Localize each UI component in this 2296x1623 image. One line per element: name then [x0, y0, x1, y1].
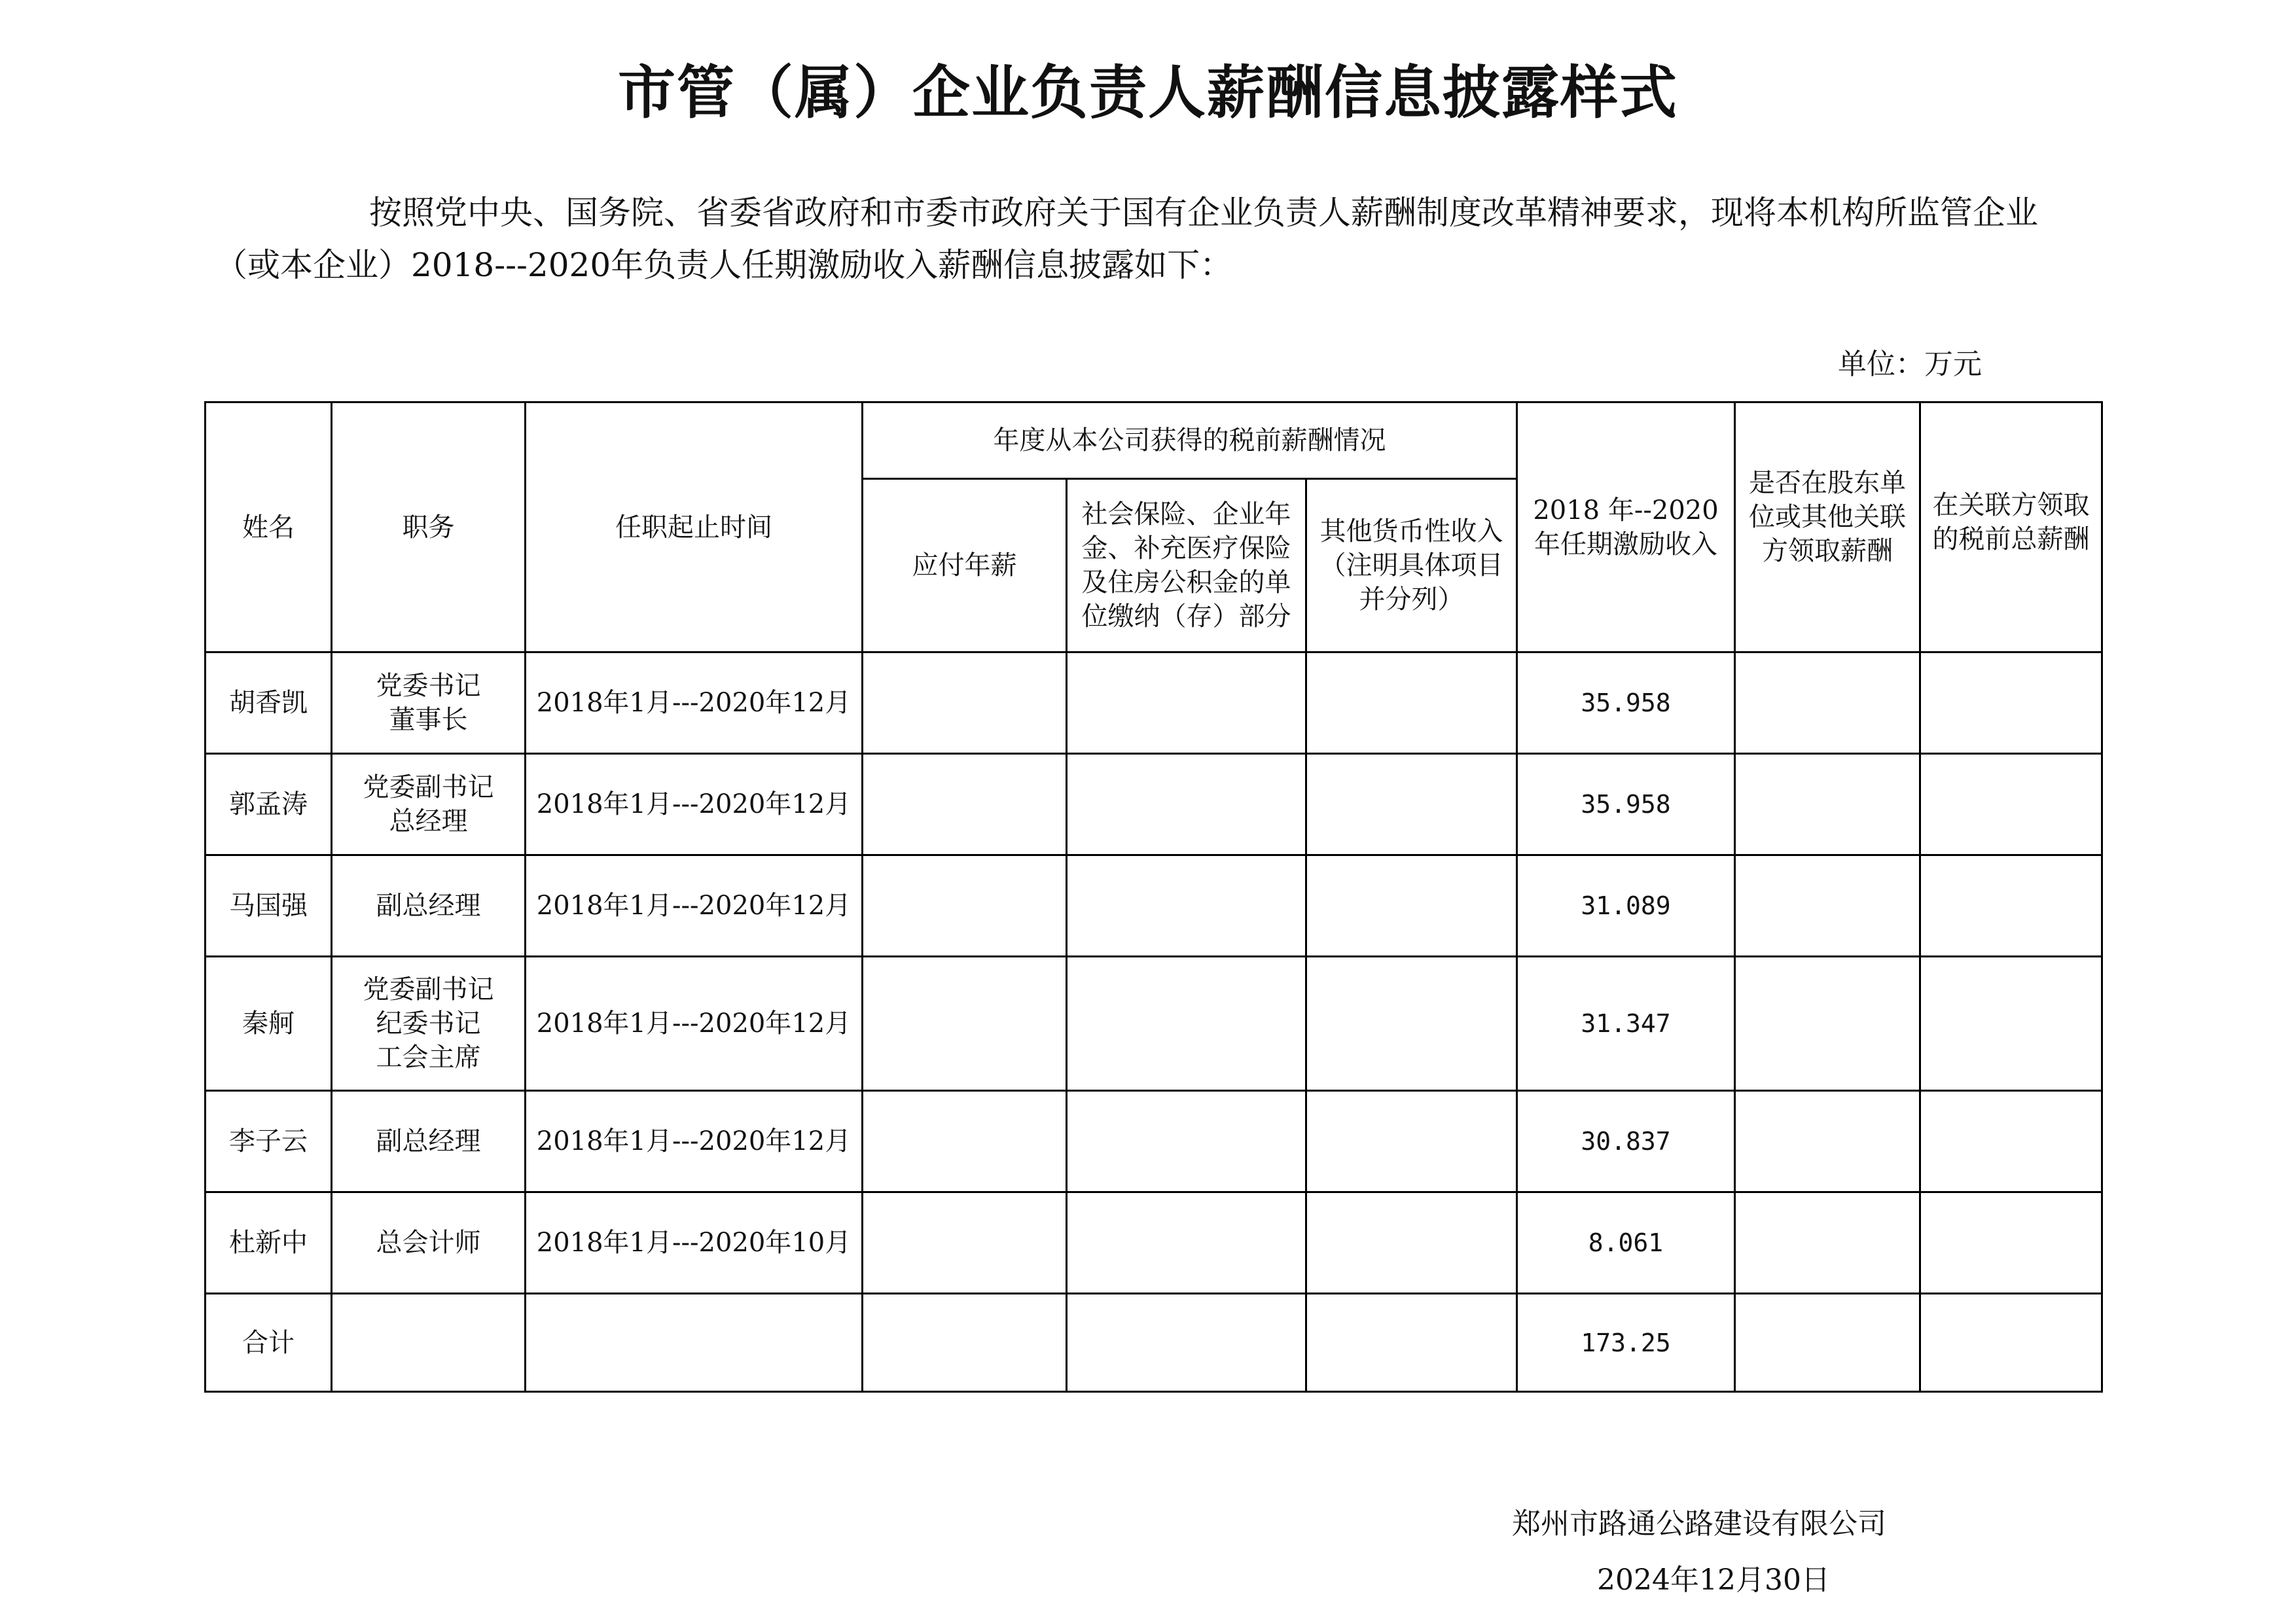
cell-name: 李子云 — [206, 1091, 332, 1192]
cell-social-insurance — [1067, 1091, 1306, 1192]
table-row — [206, 855, 2102, 957]
cell-other-income — [1306, 957, 1517, 1091]
cell-position: 副总经理 — [332, 855, 526, 957]
cell-social-insurance — [1067, 855, 1306, 957]
cell-shareholder — [1735, 855, 1920, 957]
company-name: 郑州市路通公路建设有限公司 — [1512, 1507, 1886, 1541]
cell-incentive: 35.958 — [1517, 652, 1735, 754]
table-row — [206, 1091, 2102, 1192]
cell-annual-salary — [863, 754, 1067, 855]
cell-incentive: 35.958 — [1517, 754, 1735, 855]
cell-name: 杜新中 — [206, 1192, 332, 1294]
total-empty-cell — [1067, 1294, 1306, 1392]
cell-tenure: 2018年1月---2020年12月 — [526, 1091, 863, 1192]
salary-table — [204, 401, 2103, 1393]
salary-table-container — [204, 401, 2101, 1393]
cell-related-pretax — [1920, 855, 2102, 957]
cell-incentive: 8.061 — [1517, 1192, 1735, 1294]
total-row — [206, 1294, 2102, 1392]
intro-paragraph: 按照党中央、国务院、省委省政府和市委市政府关于国有企业负责人薪酬制度改革精神要求，现将本机构所监管企业（或本企业）2018---2020年负责人任期激励收入薪酬信息披露如下： — [215, 194, 2038, 284]
cell-position: 总会计师 — [332, 1192, 526, 1294]
header-tenure: 任职起止时间 — [526, 402, 863, 652]
cell-related-pretax — [1920, 652, 2102, 754]
total-empty-cell — [1306, 1294, 1517, 1392]
cell-other-income — [1306, 652, 1517, 754]
document-date: 2024年12月30日 — [1597, 1563, 1830, 1597]
header-incentive: 2018 年--2020年任期激励收入 — [1517, 402, 1735, 652]
header-social-insurance: 社会保险、企业年金、补充医疗保险及住房公积金的单位缴纳（存）部分 — [1067, 479, 1306, 652]
cell-other-income — [1306, 754, 1517, 855]
header-other-income: 其他货币性收入（注明具体项目并分列） — [1306, 479, 1517, 652]
table-row — [206, 652, 2102, 754]
cell-name: 郭孟涛 — [206, 754, 332, 855]
page-title: 市管（属）企业负责人薪酬信息披露样式 — [617, 59, 1678, 126]
cell-social-insurance — [1067, 1192, 1306, 1294]
cell-social-insurance — [1067, 652, 1306, 754]
cell-related-pretax — [1920, 957, 2102, 1091]
header-name: 姓名 — [206, 402, 332, 652]
cell-social-insurance — [1067, 754, 1306, 855]
cell-incentive: 30.837 — [1517, 1091, 1735, 1192]
cell-shareholder — [1735, 1091, 1920, 1192]
total-empty-cell — [1920, 1294, 2102, 1392]
cell-name: 秦舸 — [206, 957, 332, 1091]
cell-annual-salary — [863, 1091, 1067, 1192]
cell-position: 副总经理 — [332, 1091, 526, 1192]
cell-social-insurance — [1067, 957, 1306, 1091]
cell-incentive: 31.089 — [1517, 855, 1735, 957]
total-incentive: 173.25 — [1517, 1294, 1735, 1392]
total-label: 合计 — [206, 1294, 332, 1392]
cell-annual-salary — [863, 957, 1067, 1091]
cell-annual-salary — [863, 855, 1067, 957]
cell-other-income — [1306, 1091, 1517, 1192]
cell-position: 党委书记 董事长 — [332, 652, 526, 754]
cell-annual-salary — [863, 652, 1067, 754]
cell-incentive: 31.347 — [1517, 957, 1735, 1091]
cell-shareholder — [1735, 652, 1920, 754]
cell-annual-salary — [863, 1192, 1067, 1294]
cell-position: 党委副书记 总经理 — [332, 754, 526, 855]
table-row — [206, 1192, 2102, 1294]
table-row — [206, 957, 2102, 1091]
cell-other-income — [1306, 855, 1517, 957]
cell-tenure: 2018年1月---2020年12月 — [526, 855, 863, 957]
cell-related-pretax — [1920, 754, 2102, 855]
cell-tenure: 2018年1月---2020年12月 — [526, 957, 863, 1091]
cell-shareholder — [1735, 754, 1920, 855]
cell-shareholder — [1735, 957, 1920, 1091]
cell-name: 胡香凯 — [206, 652, 332, 754]
header-shareholder: 是否在股东单位或其他关联方领取薪酬 — [1735, 402, 1920, 652]
total-empty-cell — [863, 1294, 1067, 1392]
header-position: 职务 — [332, 402, 526, 652]
cell-related-pretax — [1920, 1091, 2102, 1192]
unit-label: 单位：万元 — [1838, 348, 1982, 381]
table-row — [206, 754, 2102, 855]
cell-tenure: 2018年1月---2020年12月 — [526, 652, 863, 754]
header-annual-salary: 应付年薪 — [863, 479, 1067, 652]
header-pretax-group: 年度从本公司获得的税前薪酬情况 — [863, 402, 1517, 479]
cell-shareholder — [1735, 1192, 1920, 1294]
cell-related-pretax — [1920, 1192, 2102, 1294]
cell-other-income — [1306, 1192, 1517, 1294]
total-empty-cell — [332, 1294, 526, 1392]
cell-tenure: 2018年1月---2020年12月 — [526, 754, 863, 855]
cell-name: 马国强 — [206, 855, 332, 957]
cell-position: 党委副书记 纪委书记 工会主席 — [332, 957, 526, 1091]
cell-tenure: 2018年1月---2020年10月 — [526, 1192, 863, 1294]
total-empty-cell — [526, 1294, 863, 1392]
total-empty-cell — [1735, 1294, 1920, 1392]
header-related-pretax: 在关联方领取的税前总薪酬 — [1920, 402, 2102, 652]
